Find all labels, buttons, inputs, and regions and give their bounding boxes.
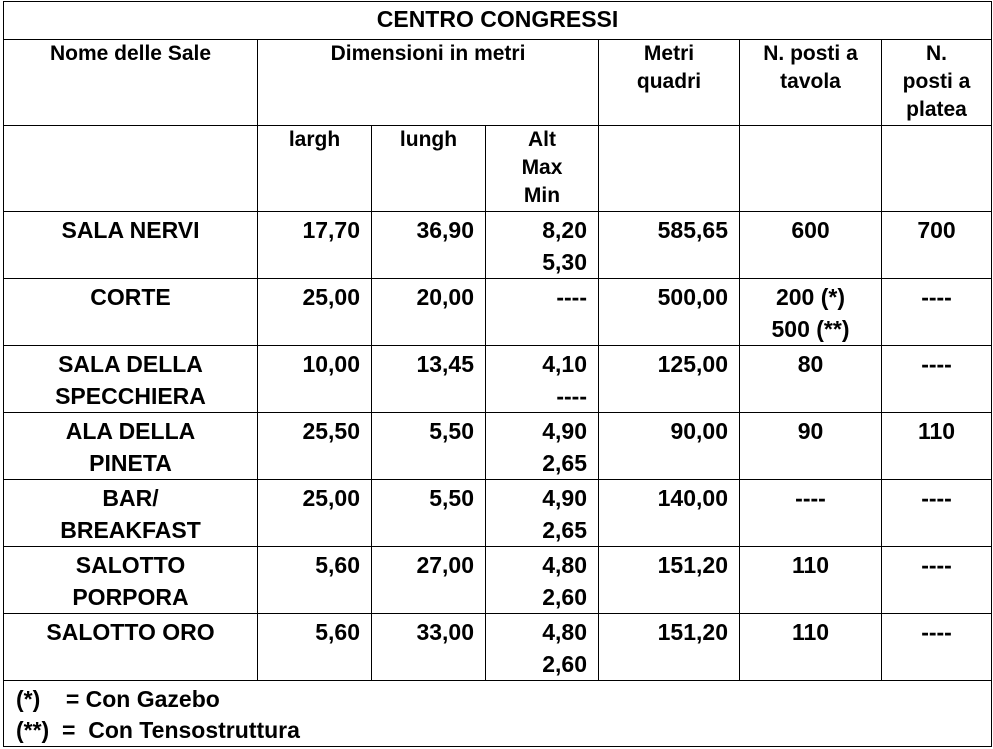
width-value [258, 547, 372, 614]
length-value [372, 212, 486, 279]
header-dimensions: Dimensioni in metri [258, 40, 599, 126]
cell-line: ---- [921, 485, 952, 511]
cell-line: 2,60 [542, 651, 587, 677]
header-line: posti a [902, 70, 971, 93]
footnote-gazebo: (*) = Con Gazebo [16, 686, 220, 712]
room-name [4, 547, 258, 614]
theatre-seats-value [882, 413, 992, 480]
width-value [258, 346, 372, 413]
height-value [486, 614, 599, 681]
cell-line: ---- [921, 552, 952, 578]
room-name [4, 614, 258, 681]
length-value [372, 279, 486, 346]
header-height [486, 126, 599, 212]
room-name [4, 212, 258, 279]
cell-line: 4,90 [542, 418, 587, 444]
cell-line: SPECCHIERA [55, 383, 206, 409]
cell-line: PORPORA [72, 584, 189, 610]
cell-line: 2,60 [542, 584, 587, 610]
cell-line: 600 [791, 217, 830, 243]
cell-line: 20,00 [416, 284, 474, 310]
height-value [486, 279, 599, 346]
table-row [4, 480, 992, 547]
width-value [258, 480, 372, 547]
cell-line: 2,65 [542, 450, 587, 476]
theatre-seats-value [882, 212, 992, 279]
cell-line: ---- [921, 284, 952, 310]
table-row [4, 614, 992, 681]
square-meters-value [599, 614, 740, 681]
cell-line: 151,20 [657, 619, 728, 645]
width-value [258, 614, 372, 681]
cell-line: 4,80 [542, 552, 587, 578]
table-seats-value [740, 212, 882, 279]
header-line: N. [926, 42, 948, 65]
header-line: N. posti a [763, 42, 858, 65]
room-name [4, 279, 258, 346]
cell-line: 4,10 [542, 351, 587, 377]
cell-line: 4,90 [542, 485, 587, 511]
cell-line: 36,90 [416, 217, 474, 243]
cell-line: 140,00 [657, 485, 728, 511]
cell-line: 700 [917, 217, 956, 243]
cell-line: CORTE [90, 284, 171, 310]
cell-line: SALA NERVI [61, 217, 200, 243]
table-row [4, 346, 992, 413]
header-line: Min [523, 184, 561, 207]
header-line: tavola [780, 70, 841, 93]
cell-line: ---- [921, 619, 952, 645]
cell-line: PINETA [89, 450, 172, 476]
header-empty-cell [599, 126, 740, 212]
header-line: platea [906, 98, 967, 121]
room-name [4, 413, 258, 480]
length-value [372, 413, 486, 480]
cell-line: 4,80 [542, 619, 587, 645]
cell-line: 5,50 [429, 485, 474, 511]
length-value [372, 480, 486, 547]
header-line: Metri [643, 42, 695, 65]
cell-line: 17,70 [302, 217, 360, 243]
theatre-seats-value [882, 547, 992, 614]
cell-line: ---- [556, 284, 587, 310]
cell-line: 585,65 [657, 217, 728, 243]
square-meters-value [599, 279, 740, 346]
room-name [4, 346, 258, 413]
cell-line: 27,00 [416, 552, 474, 578]
cell-line: 125,00 [657, 351, 728, 377]
cell-line: 80 [797, 351, 824, 377]
cell-line: 5,50 [429, 418, 474, 444]
cell-line: 25,50 [302, 418, 360, 444]
table-row [4, 279, 992, 346]
room-name [4, 480, 258, 547]
height-value [486, 547, 599, 614]
cell-line: 90,00 [670, 418, 728, 444]
cell-line: 500,00 [657, 284, 728, 310]
table-row [4, 413, 992, 480]
cell-line: ---- [795, 485, 826, 511]
cell-line: BAR/ [102, 485, 159, 511]
square-meters-value [599, 212, 740, 279]
table-seats-value [740, 413, 882, 480]
theatre-seats-value [882, 480, 992, 547]
width-value [258, 279, 372, 346]
table-seats-value [740, 614, 882, 681]
cell-line: 33,00 [416, 619, 474, 645]
length-value [372, 614, 486, 681]
cell-line: 151,20 [657, 552, 728, 578]
footnote-tensostruttura: (**) = Con Tensostruttura [16, 717, 300, 743]
table-seats-value [740, 480, 882, 547]
cell-line: 2,65 [542, 517, 587, 543]
width-value [258, 413, 372, 480]
theatre-seats-value [882, 614, 992, 681]
cell-line: BREAKFAST [60, 517, 201, 543]
header-empty-cell [882, 126, 992, 212]
square-meters-value [599, 547, 740, 614]
cell-line: ALA DELLA [65, 418, 196, 444]
footnotes [4, 681, 992, 747]
header-width: largh [258, 126, 372, 212]
cell-line: 5,60 [315, 619, 360, 645]
cell-line: ---- [921, 351, 952, 377]
cell-line: 8,20 [542, 217, 587, 243]
cell-line: 10,00 [302, 351, 360, 377]
width-value [258, 212, 372, 279]
square-meters-value [599, 413, 740, 480]
cell-line: 110 [791, 619, 830, 645]
cell-line: 500 (**) [771, 316, 850, 342]
header-table-seats [740, 40, 882, 126]
cell-line: 110 [791, 552, 830, 578]
square-meters-value [599, 480, 740, 547]
header-empty-cell [4, 126, 258, 212]
length-value [372, 346, 486, 413]
height-value [486, 212, 599, 279]
table-seats-value [740, 346, 882, 413]
height-value [486, 480, 599, 547]
cell-line: SALOTTO [75, 552, 186, 578]
table-row [4, 547, 992, 614]
header-line: Alt [528, 128, 556, 151]
table-title: CENTRO CONGRESSI [4, 2, 992, 40]
cell-line: SALA DELLA [58, 351, 203, 377]
cell-line: 25,00 [302, 284, 360, 310]
cell-line: ---- [556, 383, 587, 409]
height-value [486, 413, 599, 480]
cell-line: 110 [917, 418, 956, 444]
cell-line: 200 (*) [775, 284, 846, 310]
theatre-seats-value [882, 279, 992, 346]
header-square-meters [599, 40, 740, 126]
table-seats-value [740, 279, 882, 346]
table-row [4, 212, 992, 279]
cell-line: 5,30 [542, 249, 587, 275]
cell-line: 90 [797, 418, 824, 444]
height-value [486, 346, 599, 413]
header-room-name: Nome delle Sale [4, 40, 258, 126]
square-meters-value [599, 346, 740, 413]
header-length: lungh [372, 126, 486, 212]
header-theatre-seats [882, 40, 992, 126]
cell-line: SALOTTO ORO [46, 619, 215, 645]
header-line: Max [521, 156, 563, 179]
table-seats-value [740, 547, 882, 614]
length-value [372, 547, 486, 614]
congress-center-table [3, 1, 992, 747]
cell-line: 13,45 [416, 351, 474, 377]
header-line: quadri [636, 70, 702, 93]
cell-line: 5,60 [315, 552, 360, 578]
theatre-seats-value [882, 346, 992, 413]
header-empty-cell [740, 126, 882, 212]
cell-line: 25,00 [302, 485, 360, 511]
